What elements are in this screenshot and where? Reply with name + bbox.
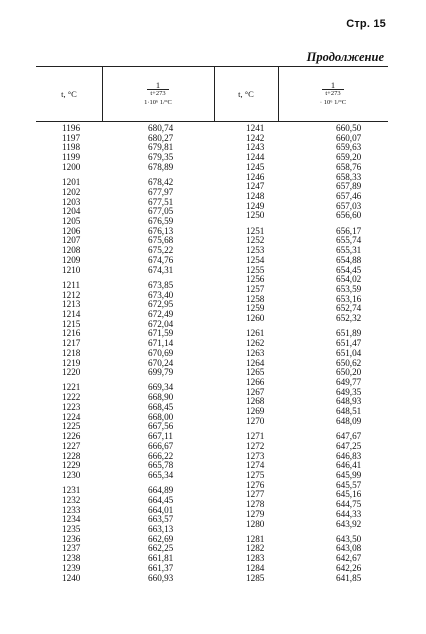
table-cell-temperature: 1205	[62, 215, 81, 226]
table-cell-temperature: 1214	[62, 308, 81, 319]
table-cell-temperature: 1197	[62, 132, 81, 143]
table-cell-value: 678,89	[148, 161, 174, 172]
table-cell-value: 668,00	[148, 411, 174, 422]
table-cell-value: 644,75	[336, 499, 362, 510]
table-cell-value: 657,89	[336, 181, 362, 192]
table-cell-value: 658,76	[336, 161, 362, 172]
table-cell-temperature: 1254	[246, 254, 265, 265]
table-cell-temperature: 1267	[246, 386, 265, 397]
table-cell-value: 674,76	[148, 254, 174, 265]
table-cell-value: 673,40	[148, 289, 174, 300]
table-cell-temperature: 1218	[62, 347, 81, 358]
table-cell-value: 649,35	[336, 386, 362, 397]
table-cell-temperature: 1202	[62, 186, 81, 197]
table-cell-temperature: 1270	[246, 415, 265, 426]
table-cell-value: 665,78	[148, 460, 174, 471]
table-cell-value: 665,34	[148, 469, 174, 480]
table-cell-value: 680,74	[148, 123, 174, 133]
table-cell-value: 676,13	[148, 225, 174, 236]
table-cell-temperature: 1204	[62, 206, 81, 217]
table-cell-temperature: 1278	[246, 499, 265, 510]
table-cell-value: 671,59	[148, 328, 174, 339]
table-cell-temperature: 1212	[62, 289, 81, 300]
table-cell-value: 641,85	[336, 572, 362, 583]
table-cell-temperature: 1210	[62, 264, 81, 275]
formula-denominator: t+273	[322, 89, 343, 98]
table-cell-temperature: 1284	[246, 562, 265, 573]
table-cell-temperature: 1263	[246, 347, 265, 358]
table-cell-temperature: 1255	[246, 264, 265, 275]
left-value-column	[148, 124, 188, 583]
table-cell-temperature: 1215	[62, 318, 81, 329]
table-cell-value: 677,51	[148, 196, 174, 207]
table-cell-value: 651,47	[336, 338, 362, 349]
table-cell-temperature: 1260	[246, 313, 265, 324]
table-cell-value: 655,31	[336, 245, 362, 256]
formula-numerator: 1	[155, 80, 161, 90]
table-cell-temperature: 1276	[246, 479, 265, 490]
table-cell-value: 667,11	[148, 431, 173, 442]
table-cell-temperature: 1253	[246, 245, 265, 256]
table-cell-value: 668,45	[148, 401, 174, 412]
table-cell-temperature: 1198	[62, 142, 81, 153]
table-cell-value: 661,37	[148, 562, 174, 573]
header-temperature-left	[36, 67, 102, 121]
table-cell-value: 661,81	[148, 553, 174, 564]
table-cell-value: 647,67	[336, 431, 362, 442]
table-cell-value: 659,20	[336, 152, 362, 163]
formula-denominator: t+273	[147, 89, 168, 98]
table-cell-value: 648,51	[336, 406, 362, 417]
table-cell-value: 645,99	[336, 469, 362, 480]
formula-unit: · 10⁶ 1/°C	[319, 99, 347, 106]
continuation-label: Продолжение	[306, 50, 384, 64]
table-cell-temperature: 1247	[246, 181, 265, 192]
table-cell-value: 663,57	[148, 514, 174, 525]
table-cell-value: 669,34	[148, 382, 174, 393]
table-cell-value: 663,13	[148, 524, 174, 535]
table-cell-temperature: 1207	[62, 235, 81, 246]
table-cell-temperature: 1256	[246, 274, 265, 285]
table-cell-value: 654,45	[336, 264, 362, 275]
table-cell-value: 655,74	[336, 235, 362, 246]
header-temperature-label: t, °C	[61, 89, 77, 99]
table-cell-value: 670,24	[148, 357, 174, 368]
table-cell-value: 650,20	[336, 367, 362, 378]
formula-numerator: 1	[330, 80, 336, 90]
table-cell-temperature: 1223	[62, 401, 81, 412]
table-cell-value: 660,07	[336, 132, 362, 143]
table-cell-temperature: 1231	[62, 485, 81, 496]
formula	[320, 81, 346, 107]
table-cell-value: 647,25	[336, 440, 362, 451]
table-cell-value: 643,92	[336, 518, 362, 529]
table-cell-value: 652,74	[336, 303, 362, 314]
table-cell-temperature: 1279	[246, 508, 265, 519]
table-cell-value: 660,50	[336, 123, 362, 133]
table-cell-temperature: 1200	[62, 161, 81, 172]
table-cell-temperature: 1237	[62, 543, 81, 554]
table-cell-value: 676,59	[148, 215, 174, 226]
table-cell-temperature: 1266	[246, 376, 265, 387]
table-cell-temperature: 1232	[62, 494, 81, 505]
table-cell-temperature: 1261	[246, 328, 265, 339]
table-cell-value: 659,63	[336, 142, 362, 153]
table-cell-value: 653,59	[336, 284, 362, 294]
table-cell-temperature: 1199	[62, 152, 81, 163]
table-cell-value: 643,08	[336, 543, 362, 554]
table-cell-temperature: 1250	[246, 210, 265, 221]
table-cell-value: 675,68	[148, 235, 174, 246]
table-cell-value: 664,01	[148, 504, 174, 515]
table-cell-temperature: 1265	[246, 367, 265, 378]
table-cell-temperature: 1244	[246, 152, 265, 163]
table-cell-temperature: 1246	[246, 171, 265, 182]
table-cell-value: 672,95	[148, 299, 174, 310]
table-cell-temperature: 1219	[62, 357, 81, 368]
table-cell-value: 678,42	[148, 177, 174, 188]
table-cell-temperature: 1252	[246, 235, 265, 246]
table-cell-temperature: 1277	[246, 489, 265, 500]
table-cell-value: 677,05	[148, 206, 174, 217]
table-cell-temperature: 1249	[246, 200, 265, 211]
table-cell-temperature: 1283	[246, 553, 265, 564]
table-cell-temperature: 1272	[246, 440, 265, 451]
table-cell-temperature: 1206	[62, 225, 81, 236]
table-cell-value: 662,25	[148, 543, 174, 554]
table-cell-temperature: 1274	[246, 460, 265, 471]
table-cell-value: 656,60	[336, 210, 362, 221]
table-cell-temperature: 1226	[62, 431, 81, 442]
table-cell-value: 666,22	[148, 450, 174, 461]
table-cell-temperature: 1225	[62, 421, 81, 432]
table-cell-value: 654,88	[336, 254, 362, 265]
table-cell-value: 657,03	[336, 200, 362, 211]
table-cell-temperature: 1221	[62, 382, 81, 393]
table-cell-temperature: 1201	[62, 177, 81, 188]
table-cell-value: 658,33	[336, 171, 362, 182]
table-cell-temperature: 1243	[246, 142, 265, 153]
table-cell-temperature: 1248	[246, 191, 265, 202]
table-cell-temperature: 1264	[246, 357, 265, 368]
table-cell-temperature: 1203	[62, 196, 81, 207]
table-cell-temperature: 1271	[246, 431, 265, 442]
table-cell-value: 670,69	[148, 347, 174, 358]
table-cell-temperature: 1285	[246, 572, 265, 583]
table-cell-value: 664,89	[148, 485, 174, 496]
table-cell-temperature: 1268	[246, 396, 265, 407]
table-cell-temperature: 1234	[62, 514, 81, 525]
table-cell-temperature: 1275	[246, 469, 265, 480]
table-cell-value: 673,85	[148, 279, 174, 290]
left-temperature-column	[62, 124, 92, 583]
table-cell-value: 680,27	[148, 132, 174, 143]
table-cell-value: 644,33	[336, 508, 362, 519]
table-cell-value: 675,22	[148, 245, 174, 256]
table-cell-temperature: 1209	[62, 254, 81, 265]
table-cell-temperature: 1224	[62, 411, 81, 422]
table-cell-value: 656,17	[336, 225, 362, 236]
right-value-column	[336, 124, 376, 583]
table-cell-value: 699,79	[148, 367, 174, 378]
table-cell-temperature: 1257	[246, 284, 265, 294]
table-cell-temperature: 1239	[62, 562, 81, 573]
table-cell-temperature: 1240	[62, 572, 81, 583]
table-cell-value: 648,09	[336, 415, 362, 426]
table-cell-value: 642,26	[336, 562, 362, 573]
table-cell-value: 679,35	[148, 152, 174, 163]
table-cell-temperature: 1269	[246, 406, 265, 417]
table-cell-value: 674,31	[148, 264, 174, 275]
header-formula-left	[102, 67, 214, 121]
header-temperature-label: t, °C	[238, 89, 254, 99]
table-cell-temperature: 1213	[62, 299, 81, 310]
table-cell-value: 646,83	[336, 450, 362, 461]
table-cell-value: 662,69	[148, 533, 174, 544]
table-cell-temperature: 1273	[246, 450, 265, 461]
table-cell-temperature: 1236	[62, 533, 81, 544]
right-temperature-column	[246, 124, 276, 583]
table-cell-temperature: 1227	[62, 440, 81, 451]
table-cell-value: 666,67	[148, 440, 174, 451]
table-cell-temperature: 1242	[246, 132, 265, 143]
table-cell-value: 652,32	[336, 313, 362, 324]
table-cell-temperature: 1229	[62, 460, 81, 471]
table-cell-value: 660,93	[148, 572, 174, 583]
table-cell-value: 679,81	[148, 142, 174, 153]
table-cell-temperature: 1216	[62, 328, 81, 339]
table-cell-value: 677,97	[148, 186, 174, 197]
table-cell-temperature: 1222	[62, 392, 81, 403]
table-cell-value: 649,77	[336, 376, 362, 387]
table-cell-temperature: 1230	[62, 469, 81, 480]
table-cell-value: 648,93	[336, 396, 362, 407]
header-temperature-right	[214, 67, 278, 121]
table-cell-temperature: 1259	[246, 303, 265, 314]
table-cell-temperature: 1220	[62, 367, 81, 378]
table-cell-temperature: 1238	[62, 553, 81, 564]
table-cell-value: 653,16	[336, 293, 362, 304]
table-cell-value: 650,62	[336, 357, 362, 368]
table-cell-temperature: 1251	[246, 225, 265, 236]
table-cell-temperature: 1196	[62, 123, 81, 133]
table-cell-value: 654,02	[336, 274, 362, 285]
table-cell-value: 643,50	[336, 533, 362, 544]
table-header	[36, 66, 388, 122]
table-cell-temperature: 1281	[246, 533, 265, 544]
table-cell-value: 672,04	[148, 318, 174, 329]
table-cell-value: 667,56	[148, 421, 174, 432]
table-cell-value: 672,49	[148, 308, 174, 319]
table-cell-temperature: 1241	[246, 123, 265, 133]
table-cell-value: 651,89	[336, 328, 362, 339]
table-cell-temperature: 1280	[246, 518, 265, 529]
table-cell-value: 642,67	[336, 553, 362, 564]
formula-unit: 1·10⁶ 1/°C	[144, 99, 172, 106]
page-number: Стр. 15	[346, 18, 386, 30]
header-formula-right	[278, 67, 388, 121]
table-cell-temperature: 1211	[62, 279, 81, 290]
table-cell-temperature: 1262	[246, 338, 265, 349]
table-cell-temperature: 1208	[62, 245, 81, 256]
table-cell-value: 646,41	[336, 460, 362, 471]
table-cell-value: 671,14	[148, 338, 174, 349]
table-cell-temperature: 1235	[62, 524, 81, 535]
table-cell-value: 664,45	[148, 494, 174, 505]
table-cell-temperature: 1228	[62, 450, 81, 461]
table-cell-temperature: 1245	[246, 161, 265, 172]
table-cell-value: 651,04	[336, 347, 362, 358]
table-cell-value: 668,90	[148, 392, 174, 403]
table-cell-temperature: 1233	[62, 504, 81, 515]
table-cell-temperature: 1217	[62, 338, 81, 349]
formula	[144, 81, 172, 107]
table-cell-value: 657,46	[336, 191, 362, 202]
table-cell-value: 645,57	[336, 479, 362, 490]
table-cell-temperature: 1282	[246, 543, 265, 554]
table-cell-temperature: 1258	[246, 293, 265, 304]
table-cell-value: 645,16	[336, 489, 362, 500]
